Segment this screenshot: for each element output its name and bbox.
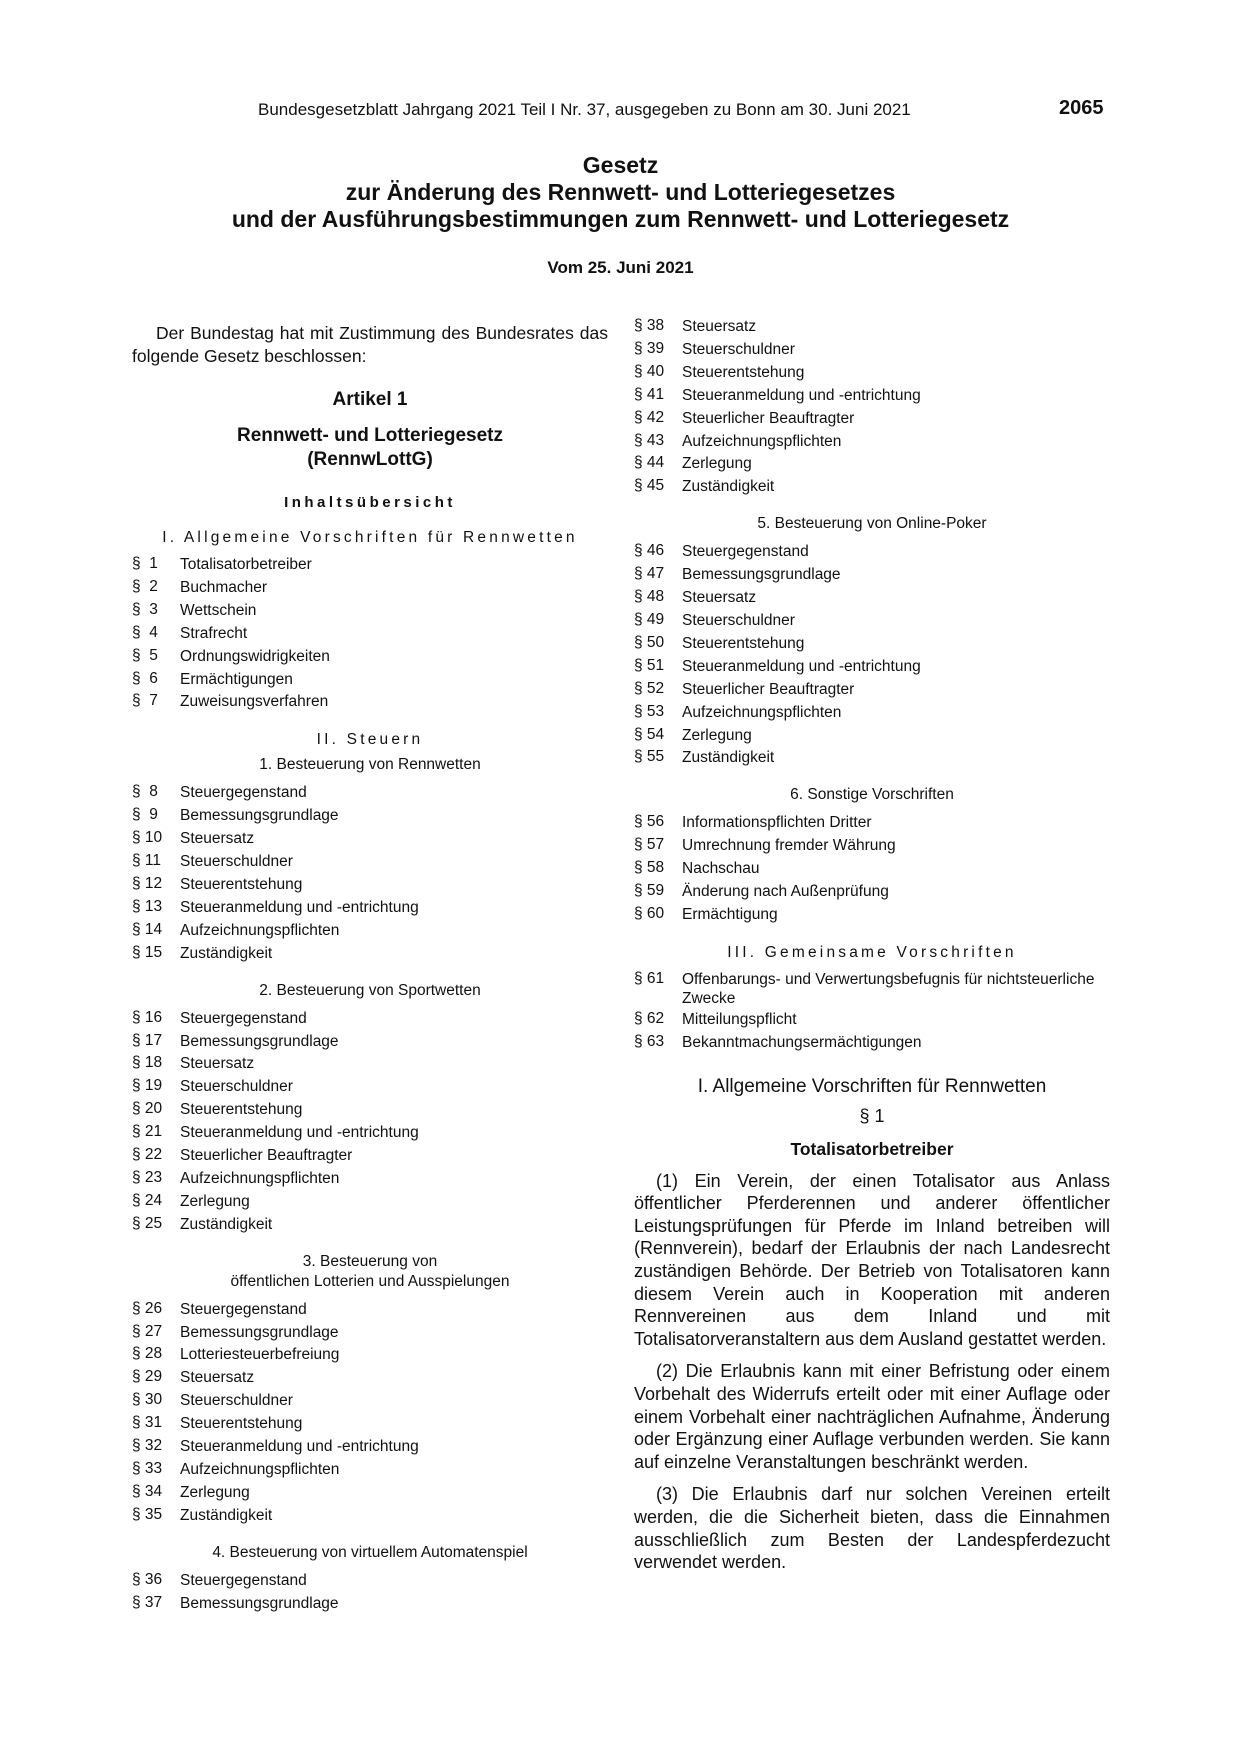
toc-entry-title: Bemessungsgrundlage: [682, 566, 841, 584]
toc-entry: [634, 678, 1110, 701]
toc-entry-title: Ermächtigung: [682, 905, 778, 923]
toc-entry-title: Steuerschuldner: [180, 853, 293, 871]
toc-entry: [634, 811, 1110, 834]
toc-entry: [132, 1052, 608, 1075]
toc-entry-title: Bemessungsgrundlage: [180, 1594, 339, 1612]
toc-entry: [132, 1321, 608, 1344]
toc-entry-title: Steuerschuldner: [180, 1078, 293, 1096]
toc-entry-number: § 46: [634, 542, 665, 560]
toc-entry-number: § 25: [132, 1214, 163, 1232]
toc-entry: [132, 896, 608, 919]
toc-entry: [634, 407, 1110, 430]
toc-entry: [132, 690, 608, 713]
toc-list-section-2: [132, 1007, 608, 1236]
toc-entry: [634, 384, 1110, 407]
toc-entry: [132, 622, 608, 645]
toc-list-section-4-right: [634, 315, 1110, 498]
toc-entry: [634, 452, 1110, 475]
toc-entry: [132, 668, 608, 691]
toc-entry-number: § 19: [132, 1077, 163, 1095]
toc-entry-title: Steuersatz: [180, 1369, 255, 1387]
toc-entry-number: § 10: [132, 829, 163, 847]
toc-entry-title: Steuerschuldner: [180, 1392, 293, 1410]
toc-entry-title: Steuersatz: [180, 1055, 255, 1073]
toc-entry-title: Steuerentstehung: [180, 1415, 303, 1433]
toc-entry-title: Buchmacher: [180, 578, 268, 596]
toc-entry: [634, 475, 1110, 498]
toc-entry: [132, 1007, 608, 1030]
toc-entry: [132, 1343, 608, 1366]
toc-entry-title: Zuständigkeit: [682, 749, 775, 767]
page-number: 2065: [1059, 97, 1104, 119]
toc-list-part-3: [634, 968, 1110, 1054]
toc-entry-number: § 40: [634, 362, 665, 380]
toc-entry-title: Aufzeichnungspflichten: [180, 1169, 340, 1187]
toc-entry-number: § 30: [132, 1391, 163, 1409]
toc-entry-title: Bemessungsgrundlage: [180, 1323, 339, 1341]
toc-entry-title: Steueranmeldung und -entrichtung: [180, 1124, 419, 1142]
toc-entry-number: § 2: [132, 577, 158, 595]
toc-entry-title: Ermächtigungen: [180, 670, 293, 688]
toc-entry: [132, 1458, 608, 1481]
law-date: Vom 25. Juni 2021: [547, 258, 694, 277]
toc-entry: [132, 1389, 608, 1412]
toc-entry-number: § 47: [634, 565, 665, 583]
toc-entry-title: Aufzeichnungspflichten: [180, 921, 340, 939]
toc-heading: Inhaltsübersicht: [284, 494, 456, 511]
toc-entry-number: § 62: [634, 1009, 665, 1027]
toc-entry-title: Steuergegenstand: [180, 784, 307, 802]
toc-entry: [132, 919, 608, 942]
toc-entry-number: § 52: [634, 679, 665, 697]
title-line-2: zur Änderung des Rennwett- und Lotteriegesetzes: [345, 179, 896, 205]
title-line-1: Gesetz: [582, 152, 659, 178]
toc-entry-title: Steuerlicher Beauftragter: [682, 680, 855, 698]
toc-entry-number: § 20: [132, 1100, 163, 1118]
toc-entry-number: § 58: [634, 859, 665, 877]
toc-section-3-heading: [132, 1252, 608, 1292]
toc-entry-title: Bemessungsgrundlage: [180, 1032, 339, 1050]
toc-entry: [132, 873, 608, 896]
toc-entry: [634, 724, 1110, 747]
toc-entry-number: § 3: [132, 600, 158, 618]
toc-entry-number: § 23: [132, 1168, 163, 1186]
toc-entry-number: § 51: [634, 656, 665, 674]
toc-entry-title: Änderung nach Außenprüfung: [682, 883, 889, 901]
toc-entry-title: Steueranmeldung und -entrichtung: [180, 1438, 419, 1456]
toc-entry-number: § 6: [132, 669, 158, 687]
toc-entry: [634, 701, 1110, 724]
toc-entry-number: § 15: [132, 943, 163, 961]
toc-entry-number: § 63: [634, 1032, 665, 1050]
toc-entry: [132, 1504, 608, 1527]
toc-part-1-heading: I. Allgemeine Vorschriften für Rennwetten: [162, 529, 578, 546]
toc-entry: [132, 1121, 608, 1144]
toc-entry: [132, 942, 608, 965]
toc-entry-number: § 33: [132, 1460, 163, 1477]
toc-entry-title: Wettschein: [180, 601, 257, 619]
toc-entry-title: Zuständigkeit: [682, 478, 775, 496]
toc-entry-title: Zuständigkeit: [180, 1215, 273, 1233]
toc-entry-title: Steuersatz: [682, 589, 757, 607]
toc-entry-title: Zerlegung: [180, 1483, 250, 1501]
toc-entry-title: Steuerlicher Beauftragter: [180, 1147, 353, 1165]
toc-entry: [132, 1030, 608, 1053]
toc-entry-number: § 26: [132, 1299, 163, 1317]
law-abbreviation: (RennwLottG): [307, 449, 433, 470]
toc-entry-title: Steueranmeldung und -entrichtung: [682, 657, 921, 675]
toc-entry-title: Steueranmeldung und -entrichtung: [180, 898, 419, 916]
toc-entry-title: Aufzeichnungspflichten: [682, 703, 842, 721]
toc-entry-number: § 7: [132, 692, 158, 710]
toc-entry: [634, 968, 1110, 1008]
toc-entry-number: § 38: [634, 317, 665, 334]
toc-list-section-5: [634, 540, 1110, 769]
toc-list-section-1: [132, 781, 608, 964]
toc-entry-title: Steuergegenstand: [682, 543, 809, 561]
toc-entry-title: Nachschau: [682, 860, 760, 878]
toc-section-3-heading-line-1: 3. Besteuerung von: [302, 1252, 438, 1270]
toc-entry-number: § 54: [634, 725, 665, 743]
toc-entry: [132, 1298, 608, 1321]
toc-section-6-heading: 6. Sonstige Vorschriften: [790, 786, 954, 804]
toc-part-2-heading: II. Steuern: [316, 731, 424, 749]
paragraph-2: (2) Die Erlaubnis kann mit einer Befristung oder einem Vorbehalt des Widerrufs erteilt oder mit einer Auflage oder einem Vorbehalt einer nachträglichen Aufnahme, Änderung oder Ergänzung einer Auflage verbunden werden. Sie kann auf einzelne Veranstaltungen beschränkt werden.: [634, 1361, 1110, 1472]
toc-entry-title: Zuweisungsverfahren: [180, 693, 329, 711]
toc-entry-number: § 35: [132, 1505, 163, 1523]
toc-entry-number: § 42: [634, 408, 665, 426]
toc-entry-number: § 55: [634, 748, 665, 766]
toc-entry-number: § 32: [132, 1437, 163, 1455]
toc-entry: [132, 1098, 608, 1121]
toc-entry-number: § 13: [132, 897, 163, 915]
toc-entry-title: Aufzeichnungspflichten: [180, 1461, 340, 1478]
toc-entry-number: § 53: [634, 702, 665, 720]
toc-entry: [132, 599, 608, 622]
toc-entry-title: Steuerlicher Beauftragter: [682, 409, 855, 427]
toc-entry-number: § 43: [634, 431, 665, 449]
toc-entry-title: Bekanntmachungsermächtigungen: [682, 1033, 922, 1051]
paragraph-number: § 1: [859, 1105, 885, 1126]
toc-entry-title: Steuerentstehung: [682, 363, 805, 381]
toc-entry: [132, 553, 608, 576]
toc-entry: [132, 576, 608, 599]
toc-entry: [132, 1366, 608, 1389]
paragraph-1: (1) Ein Verein, der einen Totalisator aus Anlass öffentlicher Pferderennen und anderer öffentlicher Leistungsprüfungen für Pferde im Inland betreiben will (Rennverein), bedarf der Erlaubnis der nach Landesrecht zuständigen Behörde. Der Betrieb von Totalisatoren kann diesem Verein auch in Kooperation mit anderen Rennvereinen aus dem Inland und mit Totalisatorveranstaltern aus dem Ausland gestattet werden.: [634, 1170, 1110, 1349]
toc-entry: [634, 430, 1110, 453]
toc-entry-number: § 61: [634, 969, 665, 987]
toc-entry-title: Aufzeichnungspflichten: [682, 432, 842, 450]
toc-section-4-heading: 4. Besteuerung von virtuellem Automatenspiel: [212, 1543, 528, 1561]
toc-entry-title: Strafrecht: [180, 624, 248, 642]
toc-entry-number: § 5: [132, 646, 158, 664]
toc-entry-title: Zerlegung: [682, 726, 752, 744]
toc-entry-number: § 29: [132, 1368, 163, 1386]
toc-entry: [634, 857, 1110, 880]
toc-entry-title: Totalisatorbetreiber: [180, 556, 312, 573]
law-title: [0, 152, 1241, 233]
title-line-3: und der Ausführungsbestimmungen zum Rennwett- und Lotteriegesetz: [231, 206, 1010, 232]
toc-entry: [634, 1031, 1110, 1054]
toc-entry-title: Umrechnung fremder Währung: [682, 837, 896, 855]
toc-entry: [634, 834, 1110, 857]
toc-entry-number: § 50: [634, 633, 665, 651]
toc-entry-title: Zuständigkeit: [180, 1506, 273, 1524]
toc-entry-number: § 36: [132, 1570, 163, 1588]
toc-entry: [634, 632, 1110, 655]
toc-entry-number: § 9: [132, 806, 158, 824]
toc-list-section-6: [634, 811, 1110, 926]
toc-entry-number: § 1: [132, 555, 158, 572]
toc-entry-title: Steuerentstehung: [180, 1101, 303, 1119]
toc-entry: [132, 1167, 608, 1190]
left-column: [132, 322, 608, 1615]
toc-entry: [132, 1481, 608, 1504]
toc-entry-number: § 39: [634, 339, 665, 357]
toc-entry-title: Mitteilungspflicht: [682, 1010, 797, 1028]
toc-list-part-1: [132, 553, 608, 713]
toc-entry-title: Steuergegenstand: [180, 1571, 307, 1589]
toc-entry: [132, 1569, 608, 1592]
toc-entry-title: Ordnungswidrigkeiten: [180, 647, 330, 665]
toc-section-2-heading: 2. Besteuerung von Sportwetten: [259, 981, 481, 999]
toc-entry-title: Zuständigkeit: [180, 944, 273, 962]
toc-entry-number: § 27: [132, 1322, 163, 1340]
toc-entry-number: § 41: [634, 385, 665, 403]
toc-entry-number: § 34: [132, 1482, 163, 1500]
intro-paragraph: Der Bundestag hat mit Zustimmung des Bundesrates das folgende Gesetz beschlossen:: [132, 323, 608, 366]
paragraph-title: Totalisatorbetreiber: [790, 1138, 954, 1159]
toc-entry: [634, 655, 1110, 678]
toc-entry-title: Zerlegung: [180, 1192, 250, 1210]
toc-list-section-3: [132, 1298, 608, 1527]
toc-entry: [132, 1435, 608, 1458]
toc-entry-number: § 17: [132, 1031, 163, 1049]
toc-part-3-heading: III. Gemeinsame Vorschriften: [727, 943, 1017, 961]
toc-entry-number: § 56: [634, 813, 665, 831]
toc-entry: [132, 804, 608, 827]
toc-section-1-heading: 1. Besteuerung von Rennwetten: [259, 756, 481, 774]
toc-entry-number: § 45: [634, 477, 665, 495]
article-label: Artikel 1: [332, 389, 408, 410]
toc-entry-title: Steuersatz: [682, 318, 757, 335]
right-column: [634, 317, 1110, 1574]
toc-entry-number: § 4: [132, 623, 158, 641]
publication-line: Bundesgesetzblatt Jahrgang 2021 Teil I Nr. 37, ausgegeben zu Bonn am 30. Juni 2021: [258, 100, 911, 119]
toc-entry: [132, 1213, 608, 1236]
page-header: [0, 97, 1241, 124]
body-part-heading: I. Allgemeine Vorschriften für Rennwetten: [697, 1075, 1047, 1097]
toc-entry: [634, 338, 1110, 361]
toc-entry: [132, 781, 608, 804]
toc-entry-number: § 44: [634, 454, 665, 472]
toc-entry-title: Steuergegenstand: [180, 1300, 307, 1318]
toc-entry-number: § 57: [634, 836, 665, 854]
toc-entry-title: Steuergegenstand: [180, 1009, 307, 1027]
toc-entry: [132, 1144, 608, 1167]
toc-entry-number: § 37: [132, 1593, 163, 1611]
toc-entry-number: § 8: [132, 783, 158, 801]
toc-entry: [634, 540, 1110, 563]
toc-entry-number: § 21: [132, 1123, 163, 1141]
toc-entry: [634, 586, 1110, 609]
toc-entry-number: § 60: [634, 904, 665, 922]
toc-list-section-4-left: [132, 1569, 608, 1615]
toc-entry: [132, 827, 608, 850]
toc-entry: [132, 1190, 608, 1213]
toc-entry: [634, 315, 1110, 338]
toc-entry-title: Offenbarungs- und Verwertungsbefugnis für nichtsteuerliche Zwecke: [682, 970, 1095, 1007]
toc-entry-title: Steuerschuldner: [682, 340, 795, 358]
toc-entry-number: § 16: [132, 1008, 163, 1026]
toc-entry-title: Informationspflichten Dritter: [682, 814, 872, 832]
toc-entry-title: Zerlegung: [682, 455, 752, 473]
toc-entry: [132, 645, 608, 668]
toc-entry-number: § 11: [132, 852, 162, 870]
law-name: [132, 424, 608, 472]
toc-entry: [634, 609, 1110, 632]
toc-entry: [634, 563, 1110, 586]
toc-entry: [634, 1008, 1110, 1031]
toc-entry-title: Bemessungsgrundlage: [180, 807, 339, 825]
toc-entry: [132, 1075, 608, 1098]
toc-entry-title: Steueranmeldung und -entrichtung: [682, 386, 921, 404]
toc-entry-number: § 31: [132, 1414, 163, 1432]
toc-section-3-heading-line-2: öffentlichen Lotterien und Ausspielungen: [230, 1272, 510, 1290]
toc-entry-number: § 24: [132, 1191, 163, 1209]
toc-entry-title: Steuerentstehung: [180, 875, 303, 893]
law-name-text: Rennwett- und Lotteriegesetz: [236, 425, 503, 446]
toc-entry-title: Steuerschuldner: [682, 611, 795, 629]
toc-entry: [634, 746, 1110, 769]
toc-section-5-heading: 5. Besteuerung von Online-Poker: [757, 515, 987, 533]
toc-entry-number: § 28: [132, 1345, 163, 1363]
toc-entry: [132, 1592, 608, 1615]
toc-entry-title: Lotteriesteuerbefreiung: [180, 1346, 340, 1364]
toc-entry-number: § 18: [132, 1054, 163, 1072]
toc-entry: [634, 361, 1110, 384]
toc-entry-number: § 14: [132, 920, 163, 938]
toc-entry-number: § 48: [634, 588, 665, 606]
toc-entry-title: Steuersatz: [180, 830, 255, 848]
toc-entry-number: § 59: [634, 882, 665, 900]
toc-entry-title: Steuerentstehung: [682, 634, 805, 652]
toc-entry-number: § 49: [634, 610, 665, 628]
toc-entry: [634, 880, 1110, 903]
paragraph-3: (3) Die Erlaubnis darf nur solchen Vereinen erteilt werden, die die Sicherheit bieten, dass die Einnahmen ausschließlich zum Besten der Landespferdezucht verwendet werden.: [634, 1484, 1110, 1573]
toc-entry-number: § 12: [132, 874, 163, 892]
toc-entry: [634, 903, 1110, 926]
toc-entry: [132, 1412, 608, 1435]
toc-entry-number: § 22: [132, 1146, 163, 1164]
toc-entry: [132, 850, 608, 873]
